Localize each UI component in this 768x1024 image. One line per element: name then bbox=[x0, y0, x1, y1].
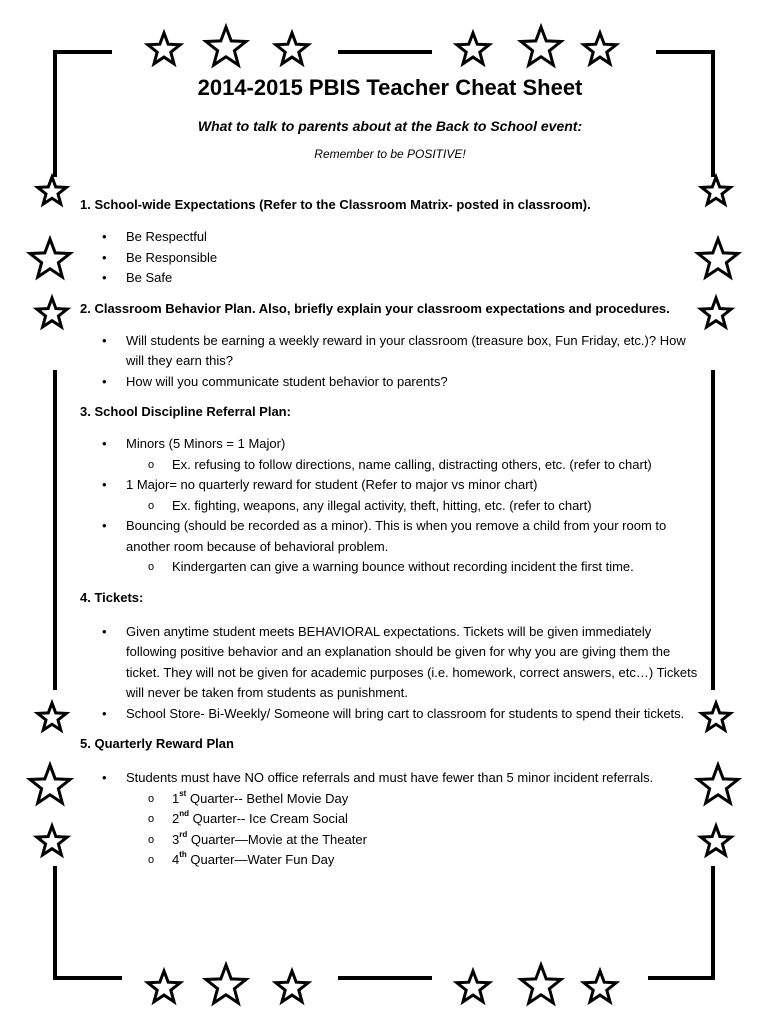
list-item: • Be Safe bbox=[80, 268, 700, 289]
section-3-list bbox=[80, 434, 700, 578]
list-item bbox=[80, 768, 700, 871]
star-icon bbox=[30, 239, 70, 277]
star-icon bbox=[698, 239, 738, 277]
quarter-item: o 2nd Quarter-- Ice Cream Social bbox=[126, 809, 700, 830]
section-1-list bbox=[80, 227, 700, 289]
list-item: • School Store- Bi-Weekly/ Someone will bring cart to classroom for students to spend their tickets. bbox=[80, 704, 700, 725]
list-item bbox=[80, 434, 700, 475]
section-2-heading: 2. Classroom Behavior Plan. Also, briefly explain your classroom expectations and procedures. bbox=[80, 300, 670, 316]
list-item bbox=[80, 516, 700, 578]
star-icon bbox=[206, 27, 246, 65]
star-icon bbox=[276, 33, 308, 64]
star-icon bbox=[457, 971, 489, 1002]
list-item: • Be Responsible bbox=[80, 248, 700, 269]
quarter-item: o 4th Quarter—Water Fun Day bbox=[126, 850, 700, 871]
star-icon bbox=[702, 703, 731, 730]
quarter-list bbox=[126, 789, 700, 871]
star-icon bbox=[276, 971, 308, 1002]
list-item: • Will students be earning a weekly reward in your classroom (treasure box, Fun Friday, etc.)? How will they earn this? bbox=[80, 331, 700, 372]
minors-rule: Minors (5 Minors = 1 Major) bbox=[126, 436, 286, 451]
section-4-list bbox=[80, 622, 700, 725]
major-rule: 1 Major= no quarterly reward for student (Refer to major vs minor chart) bbox=[126, 477, 538, 492]
sub-list-item: o Ex. refusing to follow directions, name calling, distracting others, etc. (refer to chart) bbox=[126, 455, 700, 476]
list-item: • Be Respectful bbox=[80, 227, 700, 248]
star-icon bbox=[38, 177, 67, 204]
sub-list-item: o Ex. fighting, weapons, any illegal activity, theft, hitting, etc. (refer to chart) bbox=[126, 496, 700, 517]
list-item: • How will you communicate student behavior to parents? bbox=[80, 372, 700, 393]
star-icon bbox=[38, 703, 67, 730]
star-icon bbox=[702, 177, 731, 204]
quarter-item: o 1st Quarter-- Bethel Movie Day bbox=[126, 789, 700, 810]
section-5-heading: 5. Quarterly Reward Plan bbox=[80, 736, 234, 751]
sub-list bbox=[126, 496, 700, 517]
star-icon bbox=[37, 298, 67, 327]
list-item bbox=[80, 475, 700, 516]
cheat-sheet-document bbox=[80, 70, 700, 871]
reward-eligibility: Students must have NO office referrals and must have fewer than 5 minor incident referrals. bbox=[126, 770, 654, 785]
section-5-list bbox=[80, 768, 700, 871]
subtitle: What to talk to parents about at the Back to School event: bbox=[197, 118, 583, 134]
section-2-list bbox=[80, 331, 700, 393]
bouncing-rule: Bouncing (should be recorded as a minor). This is when you remove a child from your room to another room because of behavioral problem. bbox=[126, 518, 667, 554]
reminder-note: Remember to be POSITIVE! bbox=[314, 147, 466, 161]
quarter-item: o 3rd Quarter—Movie at the Theater bbox=[126, 830, 700, 851]
star-icon bbox=[698, 765, 738, 803]
star-icon bbox=[584, 33, 616, 64]
star-icon bbox=[37, 826, 67, 855]
star-icon bbox=[148, 33, 180, 64]
sub-list bbox=[126, 557, 700, 578]
section-4-heading: 4. Tickets: bbox=[80, 589, 144, 605]
section-3-heading: 3. School Discipline Referral Plan: bbox=[80, 404, 291, 419]
section-1-heading: 1. School-wide Expectations (Refer to the Classroom Matrix- posted in classroom). bbox=[80, 197, 591, 212]
star-icon bbox=[701, 298, 731, 327]
sub-list-item: o Kindergarten can give a warning bounce without recording incident the first time. bbox=[126, 557, 700, 578]
star-icon bbox=[701, 826, 731, 855]
sub-list bbox=[126, 455, 700, 476]
list-item: • Given anytime student meets BEHAVIORAL expectations. Tickets will be given immediately following positive behavior and an explanation should be given for why you are giving them the ticket. They will not be given for academic purposes (i.e. homework, correct answers, etc…) Tickets will never be taken from students as punishment. bbox=[80, 622, 700, 704]
star-icon bbox=[148, 971, 180, 1002]
star-icon bbox=[584, 971, 616, 1002]
star-icon bbox=[521, 965, 561, 1003]
star-icon bbox=[457, 33, 489, 64]
page-title: 2014-2015 PBIS Teacher Cheat Sheet bbox=[197, 75, 583, 100]
star-icon bbox=[30, 765, 70, 803]
star-icon bbox=[521, 27, 561, 65]
star-icon bbox=[206, 965, 246, 1003]
